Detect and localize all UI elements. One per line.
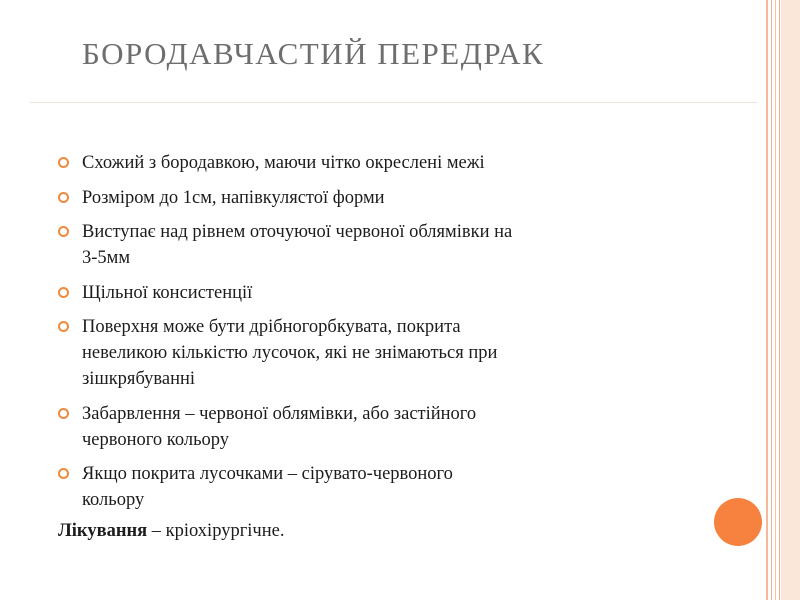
bullet-text: Виступає над рівнем оточуючої червоної облямівки на [82,222,513,242]
treatment-label: Лікування [58,521,148,541]
bullet-text: невеликою кількістю лусочок, які не знімаються при [82,343,498,363]
bullet-circle-icon [58,226,69,237]
bullet-circle-icon [58,408,69,419]
bullet-item [58,219,698,271]
bullet-circle-icon [58,192,69,203]
frame-strip [781,0,800,600]
bullet-text: червоного кольору [82,429,230,450]
bullet-item [58,280,698,306]
bullet-circle-icon [58,321,69,332]
frame-line [771,0,773,600]
bullet-text: Забарвлення – червоної облямівки, або застійного [82,403,477,424]
bullet-text: Якщо покрита лусочками – сірувато-червоного [82,464,453,484]
bullet-list [58,150,698,522]
bullet-item [58,150,698,176]
treatment-line [58,518,698,544]
bullet-circle-icon [58,468,69,479]
bullet-text: Розміром до 1см, напівкулястої форми [82,187,385,208]
frame-line [775,0,777,600]
decorative-circle [714,498,762,546]
bullet-text: Поверхня може бути дрібногорбкувата, покрита [82,317,461,337]
title-divider [30,102,758,103]
slide-title: БОРОДАВЧАСТИЙ ПЕРЕДРАК [82,36,545,71]
bullet-text: Щільної консистенції [82,282,253,303]
bullet-text: Схожий з бородавкою, маючи чітко окреслені межі [82,153,485,173]
bullet-circle-icon [58,157,69,168]
bullet-item [58,401,698,453]
bullet-text: 3-5мм [82,248,131,268]
frame-line [766,0,770,600]
bullet-item [58,314,698,392]
bullet-text: зішкрябуванні [82,369,196,389]
bullet-circle-icon [58,287,69,298]
bullet-item [58,461,698,513]
bullet-item [58,185,698,211]
treatment-text: – кріохірургічне. [147,521,285,541]
bullet-text: кольору [82,490,145,510]
